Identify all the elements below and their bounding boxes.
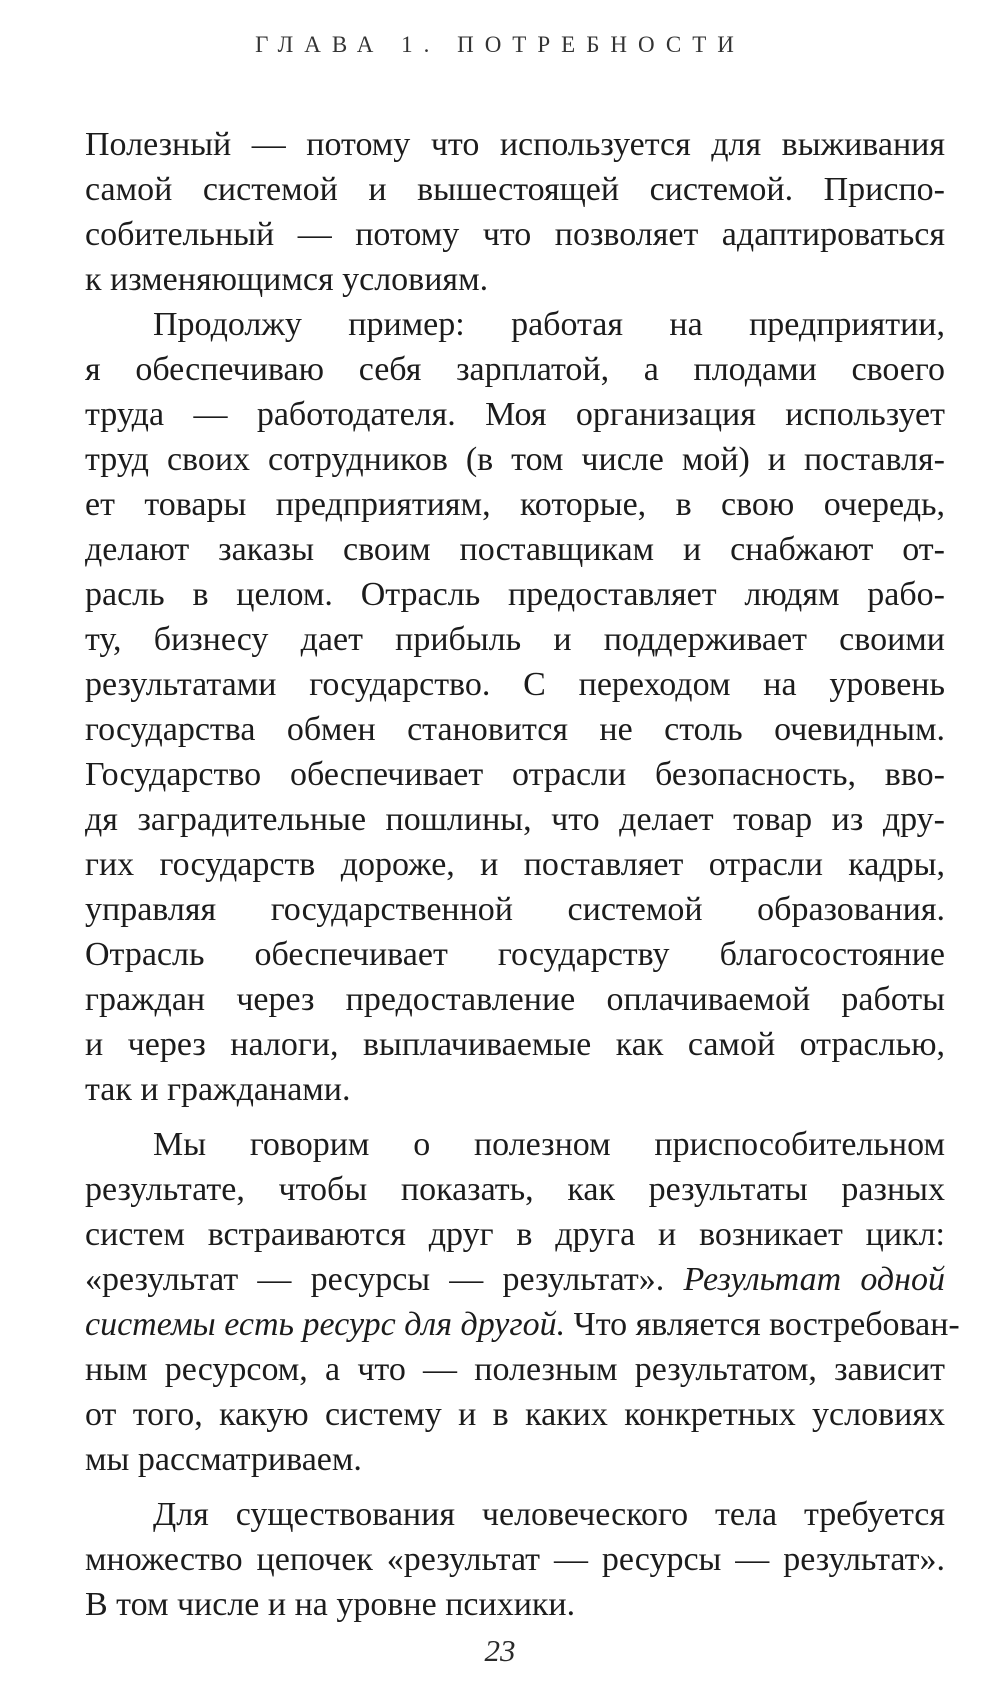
plain-text: Что является востребован- — [573, 1306, 960, 1343]
plain-text: «результат — ресурсы — результат». — [85, 1261, 665, 1298]
paragraph — [85, 1122, 960, 1482]
text-line: расль в целом. Отрасль предоставляет людям рабо- — [85, 576, 945, 613]
text-line: дя заградительные пошлины, что делает товар из дру- — [85, 801, 945, 838]
text-line: к изменяющимся условиям. — [85, 261, 489, 298]
text-line: управляя государственной системой образования. — [85, 891, 945, 928]
paragraph — [85, 302, 945, 1112]
text-line: труд своих сотрудников (в том числе мой) и поставля- — [85, 441, 945, 478]
text-line: труда — работодателя. Моя организация использует — [85, 396, 945, 433]
text-line: результатами государство. С переходом на уровень — [85, 666, 945, 703]
text-line: результате, чтобы показать, как результаты разных — [85, 1171, 945, 1208]
text-line: ным ресурсом, а что — полезным результатом, зависит — [85, 1351, 945, 1388]
text-line: самой системой и вышестоящей системой. Приспо- — [85, 171, 945, 208]
text-line: государства обмен становится не столь очевидным. — [85, 711, 945, 748]
text-line: Для существования человеческого тела требуется — [153, 1496, 945, 1533]
text-line: собительный — потому что позволяет адаптироваться — [85, 216, 945, 253]
text-line-mixed — [85, 1257, 945, 1302]
text-line: граждан через предоставление оплачиваемой работы — [85, 981, 945, 1018]
text-line: Продолжу пример: работая на предприятии, — [153, 306, 945, 343]
text-line: мы рассматриваем. — [85, 1441, 362, 1478]
text-line: так и гражданами. — [85, 1071, 351, 1108]
text-line: Мы говорим о полезном приспособительном — [153, 1126, 945, 1163]
text-line: Отрасль обеспечивает государству благосостояние — [85, 936, 945, 973]
text-line: множество цепочек «результат — ресурсы — результат». — [85, 1541, 945, 1578]
text-line: Полезный — потому что используется для выживания — [85, 126, 945, 163]
text-line: делают заказы своим поставщикам и снабжают от- — [85, 531, 945, 568]
italic-emphasis: системы есть ресурс для другой. — [85, 1306, 566, 1343]
paragraph — [85, 122, 945, 302]
text-line: гих государств дороже, и поставляет отрасли кадры, — [85, 846, 945, 883]
text-line: В том числе и на уровне психики. — [85, 1586, 576, 1623]
text-line: Государство обеспечивает отрасли безопасность, вво- — [85, 756, 945, 793]
text-line: систем встраиваются друг в друга и возникает цикл: — [85, 1216, 945, 1253]
running-header: ГЛАВА 1. ПОТРЕБНОСТИ — [255, 32, 745, 57]
text-line: ет товары предприятиям, которые, в свою очередь, — [85, 486, 945, 523]
text-line: от того, какую систему и в каких конкретных условиях — [85, 1396, 945, 1433]
paragraph — [85, 1492, 945, 1627]
body-text — [85, 122, 960, 1627]
italic-emphasis: Результат одной — [683, 1261, 946, 1298]
page-number: 23 — [484, 1633, 516, 1668]
text-line: и через налоги, выплачиваемые как самой отраслью, — [85, 1026, 945, 1063]
text-line-mixed — [85, 1302, 960, 1347]
text-line: ту, бизнесу дает прибыль и поддерживает своими — [85, 621, 945, 658]
text-line: я обеспечиваю себя зарплатой, а плодами своего — [85, 351, 945, 388]
